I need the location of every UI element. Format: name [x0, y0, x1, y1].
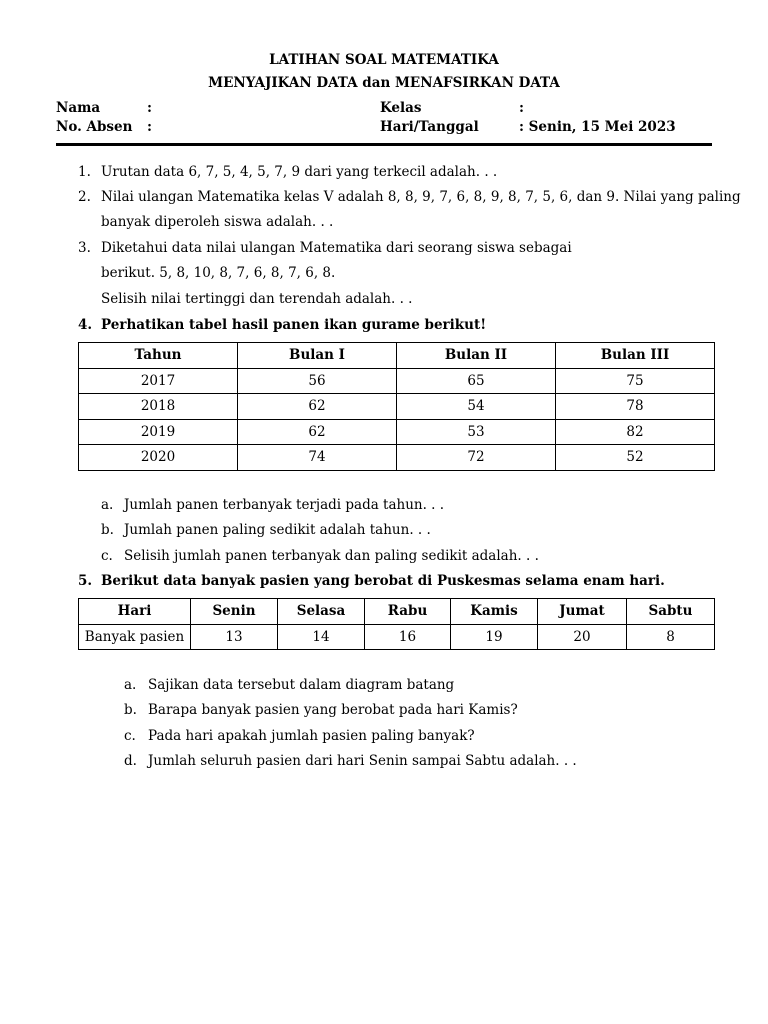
q4c-label: c.: [101, 548, 113, 564]
table-row: [79, 624, 715, 650]
q5c-label: c.: [124, 728, 136, 744]
table-cell: 62: [238, 419, 397, 445]
q2-text-line1: Nilai ulangan Matematika kelas V adalah 8, 8, 9, 7, 6, 8, 9, 8, 7, 5, 6, dan 9. Nilai yang paling: [101, 189, 741, 205]
worksheet-title: LATIHAN SOAL MATEMATIKA: [269, 52, 499, 68]
q5-number: 5.: [78, 573, 93, 589]
worksheet-subtitle: MENYAJIKAN DATA dan MENAFSIRKAN DATA: [208, 75, 560, 91]
patients-table-header-row: [79, 599, 715, 625]
table-cell: 74: [238, 445, 397, 471]
absen-colon: :: [147, 119, 152, 135]
table-cell: 8: [627, 624, 715, 650]
table-cell: 72: [397, 445, 556, 471]
nama-label: Nama: [56, 100, 101, 116]
q2-text-line2: banyak diperoleh siswa adalah. . .: [101, 214, 334, 230]
q5b-text: Barapa banyak pasien yang berobat pada hari Kamis?: [148, 702, 518, 718]
q3-text-line3: Selisih nilai tertinggi dan terendah adalah. . .: [101, 291, 413, 307]
table-cell: 75: [556, 368, 715, 394]
table-cell: Banyak pasien: [79, 624, 191, 650]
q4a-text: Jumlah panen terbanyak terjadi pada tahun. . .: [124, 497, 445, 513]
table-cell: 13: [191, 624, 278, 650]
q3-text-line1: Diketahui data nilai ulangan Matematika dari seorang siswa sebagai: [101, 240, 572, 256]
table-cell: 52: [556, 445, 715, 471]
header-divider: [56, 143, 712, 146]
table-cell: 14: [278, 624, 365, 650]
q4-number: 4.: [78, 317, 93, 333]
header-cell: Bulan III: [556, 343, 715, 369]
q4c-text: Selisih jumlah panen terbanyak dan paling sedikit adalah. . .: [124, 548, 539, 564]
q1-number: 1.: [78, 164, 91, 180]
header-cell: Senin: [191, 599, 278, 625]
q4b-label: b.: [101, 522, 114, 538]
q1-text: Urutan data 6, 7, 5, 4, 5, 7, 9 dari yang terkecil adalah. . .: [101, 164, 498, 180]
table-cell: 2019: [79, 419, 238, 445]
header-cell: Bulan I: [238, 343, 397, 369]
header-cell: Sabtu: [627, 599, 715, 625]
header-cell: Jumat: [538, 599, 627, 625]
hari-tanggal-label: Hari/Tanggal: [380, 119, 479, 135]
table-row: [79, 445, 715, 471]
header-cell: Rabu: [365, 599, 451, 625]
harvest-table-header-row: [79, 343, 715, 369]
harvest-table: [78, 342, 715, 471]
table-cell: 19: [451, 624, 538, 650]
q5a-label: a.: [124, 677, 137, 693]
table-cell: 56: [238, 368, 397, 394]
table-cell: 54: [397, 394, 556, 420]
kelas-label: Kelas: [380, 100, 422, 116]
kelas-colon: :: [519, 100, 524, 116]
q5d-label: d.: [124, 753, 137, 769]
header-cell: Selasa: [278, 599, 365, 625]
table-cell: 65: [397, 368, 556, 394]
table-cell: 2020: [79, 445, 238, 471]
header-cell: Hari: [79, 599, 191, 625]
q5c-text: Pada hari apakah jumlah pasien paling banyak?: [148, 728, 475, 744]
patients-table: [78, 598, 715, 650]
table-cell: 53: [397, 419, 556, 445]
hari-tanggal-value: : Senin, 15 Mei 2023: [519, 119, 676, 135]
table-cell: 20: [538, 624, 627, 650]
table-cell: 2018: [79, 394, 238, 420]
q5b-label: b.: [124, 702, 137, 718]
q5a-text: Sajikan data tersebut dalam diagram batang: [148, 677, 455, 693]
q4a-label: a.: [101, 497, 114, 513]
q5-text: Berikut data banyak pasien yang berobat di Puskesmas selama enam hari.: [101, 573, 665, 589]
q4-text: Perhatikan tabel hasil panen ikan gurame berikut!: [101, 317, 487, 333]
table-row: [79, 394, 715, 420]
absen-label: No. Absen: [56, 119, 133, 135]
nama-colon: :: [147, 100, 152, 116]
q2-number: 2.: [78, 189, 91, 205]
q5d-text: Jumlah seluruh pasien dari hari Senin sampai Sabtu adalah. . .: [148, 753, 577, 769]
table-cell: 16: [365, 624, 451, 650]
table-row: [79, 419, 715, 445]
table-cell: 62: [238, 394, 397, 420]
table-cell: 82: [556, 419, 715, 445]
header-cell: Bulan II: [397, 343, 556, 369]
header-cell: Kamis: [451, 599, 538, 625]
header-cell: Tahun: [79, 343, 238, 369]
q4b-text: Jumlah panen paling sedikit adalah tahun. . .: [124, 522, 431, 538]
table-row: [79, 368, 715, 394]
table-cell: 2017: [79, 368, 238, 394]
table-cell: 78: [556, 394, 715, 420]
q3-text-line2: berikut. 5, 8, 10, 8, 7, 6, 8, 7, 6, 8.: [101, 265, 336, 281]
q3-number: 3.: [78, 240, 91, 256]
